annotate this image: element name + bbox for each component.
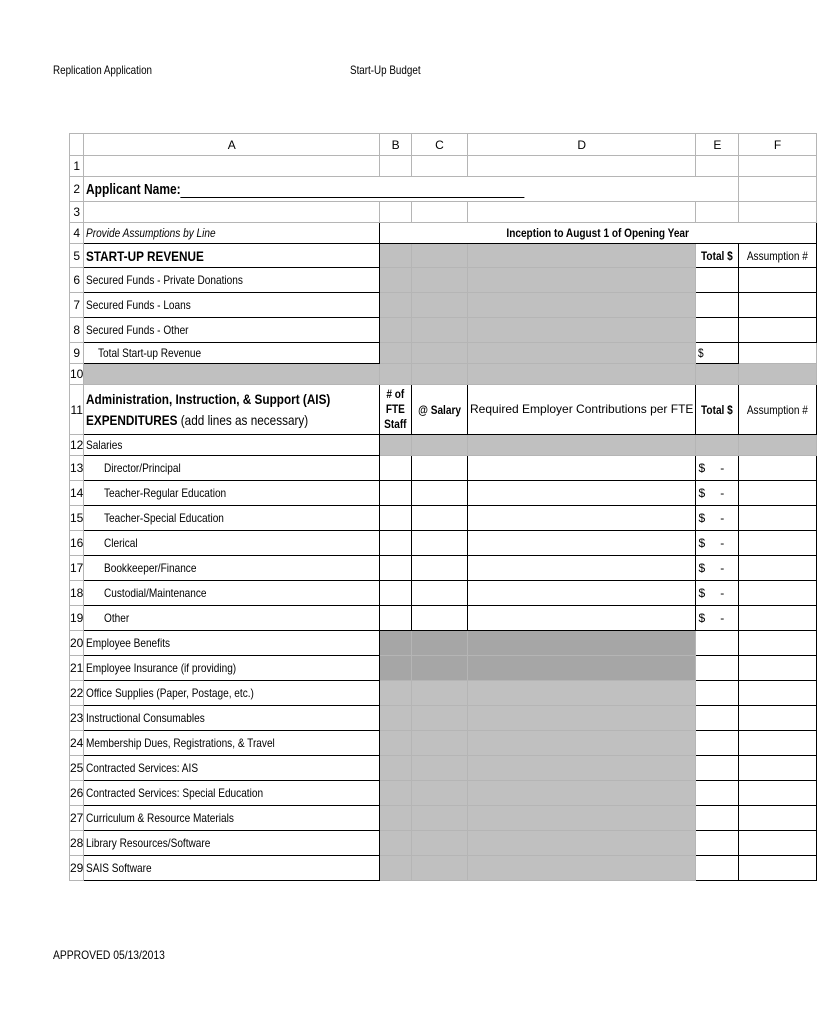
cell[interactable] [739, 156, 817, 177]
shaded-cell [411, 731, 467, 756]
input-cell[interactable] [411, 581, 467, 606]
zero-dash: - [720, 536, 725, 550]
shaded-cell [468, 318, 696, 343]
exp-total-header [696, 385, 739, 435]
row-number: 25 [70, 756, 84, 781]
revenue-total-label: Total Start-up Revenue [98, 346, 202, 360]
input-cell[interactable] [380, 506, 412, 531]
salary-item [84, 556, 380, 581]
row-number: 3 [70, 202, 84, 223]
row-number: 6 [70, 268, 84, 293]
table-row [70, 831, 817, 856]
table-row [70, 343, 817, 364]
input-cell[interactable] [739, 581, 817, 606]
input-cell[interactable] [411, 531, 467, 556]
row-number: 1 [70, 156, 84, 177]
header-center: Start-Up Budget [350, 63, 421, 77]
table-row [70, 656, 817, 681]
shaded-cell [380, 806, 412, 831]
expense-item-label: Employee Insurance (if providing) [86, 661, 237, 675]
table-row [70, 556, 817, 581]
shaded-cell [380, 706, 412, 731]
column-header-row [70, 134, 817, 156]
table-row [70, 293, 817, 318]
column-header-c: C [411, 134, 467, 156]
table-row [70, 481, 817, 506]
input-cell[interactable] [696, 706, 739, 731]
expense-item [84, 756, 380, 781]
input-cell[interactable] [696, 318, 739, 343]
total-cell [696, 556, 739, 581]
table-row [70, 156, 817, 177]
revenue-item-label: Secured Funds - Loans [86, 298, 192, 312]
total-cell [696, 506, 739, 531]
shaded-cell [468, 681, 696, 706]
table-row [70, 223, 817, 244]
salary-item-label: Teacher-Regular Education [104, 486, 227, 500]
salary-item-label: Clerical [104, 536, 138, 550]
input-cell[interactable] [411, 481, 467, 506]
shaded-cell [380, 244, 412, 268]
column-header-d: D [468, 134, 696, 156]
fte-header [380, 385, 412, 435]
table-row [70, 385, 817, 435]
currency-symbol: $ [698, 561, 706, 575]
total-cell [696, 531, 739, 556]
shaded-cell [411, 318, 467, 343]
row-number: 26 [70, 781, 84, 806]
exp-total-header-text: Total $ [701, 402, 734, 417]
table-row [70, 756, 817, 781]
revenue-assumption-header-text: Assumption # [747, 248, 809, 263]
shaded-cell [468, 856, 696, 881]
revenue-item [84, 318, 380, 343]
shaded-cell [468, 756, 696, 781]
expense-item [84, 656, 380, 681]
shaded-cell [380, 756, 412, 781]
table-row [70, 531, 817, 556]
shaded-cell [411, 806, 467, 831]
shaded-cell [411, 293, 467, 318]
exp-assumption-header-text: Assumption # [747, 402, 809, 417]
row-number: 15 [70, 506, 84, 531]
shaded-cell [468, 731, 696, 756]
table-row [70, 318, 817, 343]
cell[interactable] [739, 202, 817, 223]
cell[interactable] [84, 156, 380, 177]
currency-symbol: $ [698, 611, 706, 625]
contrib-header-text: Required Employer Contributions per FTE [470, 402, 694, 416]
input-cell[interactable] [739, 506, 817, 531]
cell[interactable] [696, 156, 739, 177]
expense-item-label: Office Supplies (Paper, Postage, etc.) [86, 686, 255, 700]
input-cell[interactable] [380, 481, 412, 506]
expense-item [84, 706, 380, 731]
expense-item-label: Employee Benefits [86, 636, 171, 650]
currency-symbol: $ [698, 586, 706, 600]
input-cell[interactable] [380, 456, 412, 481]
input-cell[interactable] [380, 581, 412, 606]
table-row [70, 731, 817, 756]
shaded-cell [380, 631, 412, 656]
shaded-cell [380, 293, 412, 318]
revenue-title-cell [84, 244, 380, 268]
shaded-cell [380, 856, 412, 881]
shaded-cell [380, 435, 412, 456]
row-number: 24 [70, 731, 84, 756]
currency-symbol: $ [698, 346, 705, 360]
table-row [70, 681, 817, 706]
row-number: 20 [70, 631, 84, 656]
zero-dash: - [720, 611, 725, 625]
salary-item [84, 531, 380, 556]
table-row [70, 364, 817, 385]
input-cell[interactable] [468, 531, 696, 556]
row-number: 2 [70, 177, 84, 202]
assumptions-label-cell [84, 223, 380, 244]
total-cell [696, 606, 739, 631]
table-row [70, 456, 817, 481]
row-number: 23 [70, 706, 84, 731]
row-number: 10 [70, 364, 84, 385]
applicant-name-line[interactable] [181, 183, 525, 198]
salary-item [84, 581, 380, 606]
table-row [70, 202, 817, 223]
shaded-cell [468, 806, 696, 831]
table-row [70, 177, 817, 202]
input-cell[interactable] [380, 606, 412, 631]
input-cell[interactable] [468, 506, 696, 531]
table-row [70, 268, 817, 293]
shaded-cell [411, 831, 467, 856]
shaded-cell [380, 364, 412, 385]
shaded-cell [380, 318, 412, 343]
shaded-cell [411, 656, 467, 681]
input-cell[interactable] [739, 481, 817, 506]
input-cell[interactable] [696, 681, 739, 706]
salary-item [84, 606, 380, 631]
shaded-cell [380, 268, 412, 293]
expense-item [84, 631, 380, 656]
table-row [70, 506, 817, 531]
input-cell[interactable] [739, 531, 817, 556]
expense-item-label: Contracted Services: Special Education [86, 786, 264, 800]
input-cell[interactable] [739, 706, 817, 731]
shaded-cell [468, 831, 696, 856]
currency-symbol: $ [698, 461, 706, 475]
shaded-cell [696, 435, 739, 456]
expenditures-title-note: (add lines as necessary) [177, 411, 309, 428]
salaries-label-cell [84, 435, 380, 456]
shaded-cell [380, 681, 412, 706]
revenue-total-header [696, 244, 739, 268]
shaded-cell [411, 268, 467, 293]
row-number: 29 [70, 856, 84, 881]
input-cell[interactable] [739, 681, 817, 706]
shaded-cell [411, 706, 467, 731]
input-cell[interactable] [739, 606, 817, 631]
row-number: 19 [70, 606, 84, 631]
table-row [70, 244, 817, 268]
currency-symbol: $ [698, 536, 706, 550]
shaded-cell [411, 244, 467, 268]
salary-item-label: Custodial/Maintenance [104, 586, 207, 600]
expenditures-title-cell [84, 385, 380, 435]
shaded-cell [411, 756, 467, 781]
expense-item-label: Curriculum & Resource Materials [86, 811, 235, 825]
salary-item-label: Bookkeeper/Finance [104, 561, 197, 575]
row-number: 8 [70, 318, 84, 343]
table-row [70, 706, 817, 731]
revenue-total-header-text: Total $ [701, 248, 734, 263]
input-cell[interactable] [739, 656, 817, 681]
budget-sheet [69, 133, 817, 881]
shaded-cell [380, 781, 412, 806]
salaries-label: Salaries [86, 438, 123, 452]
column-header-b: B [380, 134, 412, 156]
shaded-cell [411, 856, 467, 881]
shaded-cell [468, 435, 696, 456]
shaded-cell [468, 781, 696, 806]
inception-label: Inception to August 1 of Opening Year [506, 226, 690, 240]
shaded-cell [468, 631, 696, 656]
shaded-cell [411, 631, 467, 656]
shaded-cell [696, 364, 739, 385]
shaded-cell [380, 656, 412, 681]
salary-header [411, 385, 467, 435]
currency-symbol: $ [698, 486, 706, 500]
shaded-cell [380, 731, 412, 756]
input-cell[interactable] [739, 781, 817, 806]
shaded-cell [84, 364, 380, 385]
fte-header-text: # of FTE Staff [384, 387, 407, 431]
input-cell[interactable] [696, 731, 739, 756]
zero-dash: - [720, 586, 725, 600]
input-cell[interactable] [411, 456, 467, 481]
shaded-cell [411, 681, 467, 706]
row-number: 18 [70, 581, 84, 606]
expense-item [84, 831, 380, 856]
revenue-item-label: Secured Funds - Other [86, 323, 189, 337]
input-cell[interactable] [468, 456, 696, 481]
row-number: 17 [70, 556, 84, 581]
shaded-cell [468, 343, 696, 364]
header-left: Replication Application [53, 63, 153, 77]
shaded-cell [739, 364, 817, 385]
expense-item [84, 731, 380, 756]
input-cell[interactable] [739, 806, 817, 831]
zero-dash: - [720, 561, 725, 575]
approved-footer: APPROVED 05/13/2013 [53, 948, 165, 962]
input-cell[interactable] [696, 856, 739, 881]
table-row [70, 856, 817, 881]
revenue-item-label: Secured Funds - Private Donations [86, 273, 244, 287]
inception-header-cell [380, 223, 817, 244]
input-cell[interactable] [696, 781, 739, 806]
row-number: 27 [70, 806, 84, 831]
input-cell[interactable] [696, 806, 739, 831]
row-number: 9 [70, 343, 84, 364]
cell[interactable] [411, 156, 467, 177]
salary-item [84, 481, 380, 506]
input-cell[interactable] [739, 318, 817, 343]
row-number: 5 [70, 244, 84, 268]
zero-dash: - [720, 486, 725, 500]
corner-cell [70, 134, 84, 156]
shaded-cell [411, 343, 467, 364]
assumptions-label: Provide Assumptions by Line [86, 226, 216, 240]
salary-item [84, 456, 380, 481]
input-cell[interactable] [468, 556, 696, 581]
exp-assumption-header [739, 385, 817, 435]
salary-item-label: Director/Principal [104, 461, 182, 475]
input-cell[interactable] [411, 556, 467, 581]
expense-item-label: Membership Dues, Registrations, & Travel [86, 736, 276, 750]
row-number: 22 [70, 681, 84, 706]
input-cell[interactable] [739, 856, 817, 881]
input-cell[interactable] [380, 531, 412, 556]
shaded-cell [468, 364, 696, 385]
input-cell[interactable] [739, 456, 817, 481]
total-cell [696, 581, 739, 606]
expense-item-label: Library Resources/Software [86, 836, 211, 850]
column-header-e: E [696, 134, 739, 156]
input-cell[interactable] [468, 606, 696, 631]
cell[interactable] [696, 202, 739, 223]
input-cell[interactable] [739, 293, 817, 318]
contrib-header [468, 385, 696, 435]
revenue-item [84, 268, 380, 293]
salary-header-text: @ Salary [418, 402, 461, 417]
applicant-name-cell[interactable] [84, 177, 739, 202]
expenditures-title-line1: Administration, Instruction, & Support (AIS) [86, 390, 331, 407]
currency-symbol: $ [698, 511, 706, 525]
revenue-total-label-cell [84, 343, 380, 364]
input-cell[interactable] [468, 581, 696, 606]
input-cell[interactable] [411, 606, 467, 631]
input-cell[interactable] [696, 831, 739, 856]
shaded-cell [468, 706, 696, 731]
zero-dash: - [720, 461, 725, 475]
input-cell[interactable] [739, 268, 817, 293]
expense-item [84, 781, 380, 806]
expense-item [84, 806, 380, 831]
table-row [70, 581, 817, 606]
shaded-cell [468, 656, 696, 681]
salary-item-label: Other [104, 611, 130, 625]
cell[interactable] [84, 202, 380, 223]
input-cell[interactable] [411, 506, 467, 531]
applicant-name-label: Applicant Name: [86, 180, 182, 198]
zero-dash: - [720, 511, 725, 525]
revenue-item [84, 293, 380, 318]
cell[interactable] [380, 156, 412, 177]
input-cell[interactable] [739, 756, 817, 781]
shaded-cell [411, 364, 467, 385]
expense-item [84, 856, 380, 881]
cell[interactable] [739, 177, 817, 202]
shaded-cell [468, 244, 696, 268]
cell[interactable] [468, 202, 696, 223]
input-cell[interactable] [380, 556, 412, 581]
expense-item-label: Contracted Services: AIS [86, 761, 199, 775]
row-number: 16 [70, 531, 84, 556]
shaded-cell [468, 268, 696, 293]
revenue-total-value [696, 343, 739, 364]
row-number: 13 [70, 456, 84, 481]
expense-item [84, 681, 380, 706]
cell[interactable] [380, 202, 412, 223]
cell[interactable] [739, 343, 817, 364]
shaded-cell [739, 435, 817, 456]
input-cell[interactable] [739, 631, 817, 656]
input-cell[interactable] [739, 556, 817, 581]
shaded-cell [468, 293, 696, 318]
table-row [70, 781, 817, 806]
row-number: 21 [70, 656, 84, 681]
revenue-assumption-header [739, 244, 817, 268]
expense-item-label: SAIS Software [86, 861, 152, 875]
input-cell[interactable] [696, 268, 739, 293]
row-number: 14 [70, 481, 84, 506]
salary-item-label: Teacher-Special Education [104, 511, 225, 525]
shaded-cell [380, 831, 412, 856]
input-cell[interactable] [696, 756, 739, 781]
cell[interactable] [468, 156, 696, 177]
row-number: 12 [70, 435, 84, 456]
input-cell[interactable] [739, 831, 817, 856]
input-cell[interactable] [696, 656, 739, 681]
table-row [70, 606, 817, 631]
table-row [70, 631, 817, 656]
shaded-cell [380, 343, 412, 364]
total-cell [696, 456, 739, 481]
salary-item [84, 506, 380, 531]
revenue-title: START-UP REVENUE [86, 247, 205, 264]
cell[interactable] [411, 202, 467, 223]
total-cell [696, 481, 739, 506]
input-cell[interactable] [696, 293, 739, 318]
input-cell[interactable] [739, 731, 817, 756]
expense-item-label: Instructional Consumables [86, 711, 206, 725]
column-header-f: F [739, 134, 817, 156]
shaded-cell [411, 435, 467, 456]
row-number: 28 [70, 831, 84, 856]
shaded-cell [411, 781, 467, 806]
row-number: 7 [70, 293, 84, 318]
expenditures-title-bold: EXPENDITURES [86, 411, 178, 428]
column-header-a: A [84, 134, 380, 156]
row-number: 4 [70, 223, 84, 244]
row-number: 11 [70, 385, 84, 435]
input-cell[interactable] [468, 481, 696, 506]
table-row [70, 806, 817, 831]
table-row [70, 435, 817, 456]
input-cell[interactable] [696, 631, 739, 656]
